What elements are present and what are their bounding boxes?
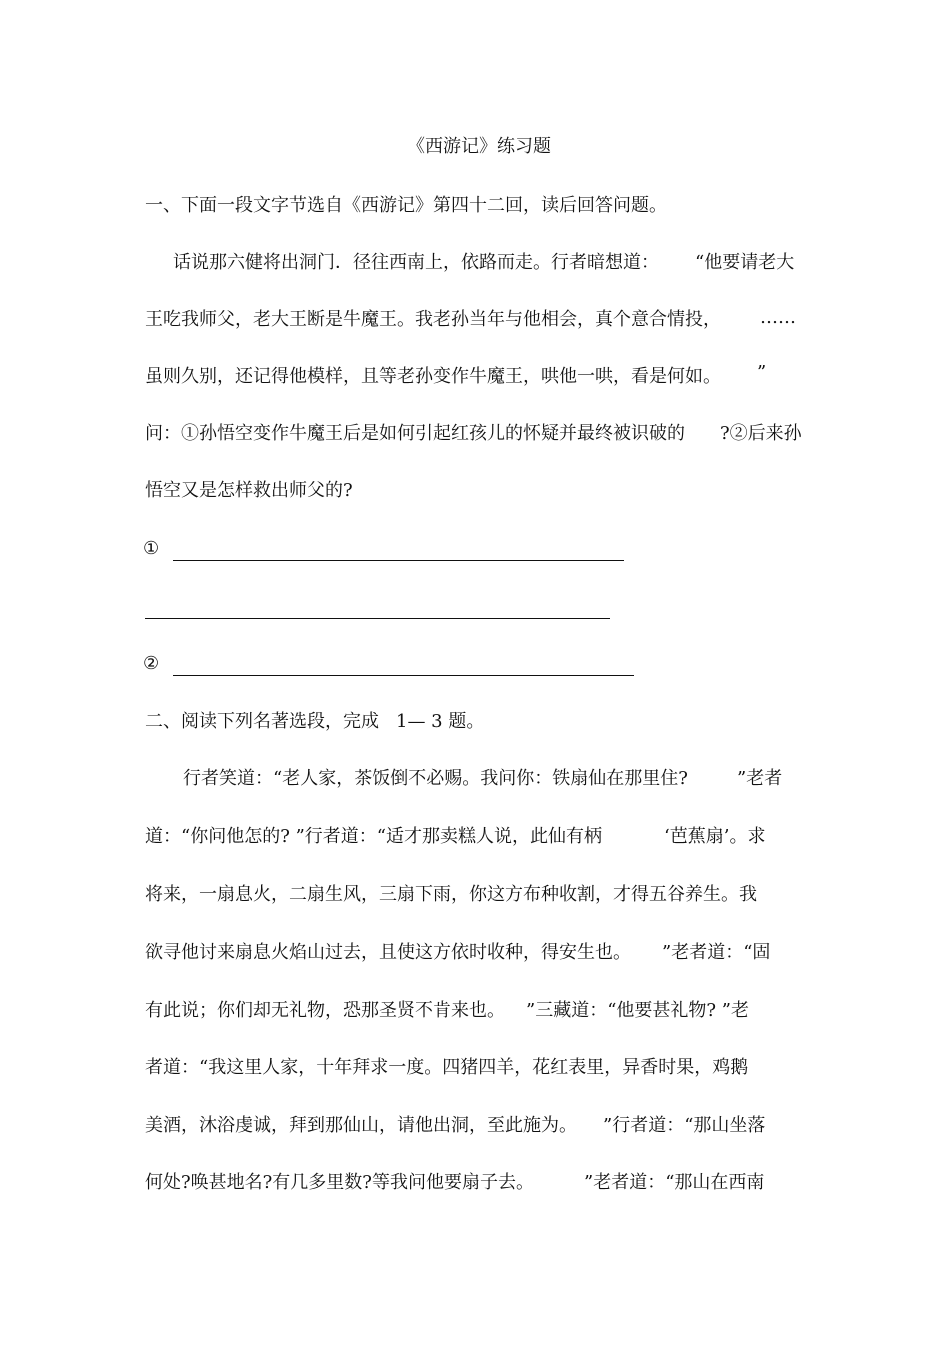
answer-1-continuation-line[interactable]: [145, 618, 610, 619]
section2-passage-line: 道：“你问他怎的? ”行者道：“适才那卖糕人说，此仙有柄: [145, 826, 602, 847]
section1-question-line: 悟空又是怎样救出师父的?: [145, 480, 353, 501]
section2-passage-line: 行者笑道：“老人家，茶饭倒不必赐。我问你：铁扇仙在那里住?: [183, 768, 688, 789]
section1-heading: 一、下面一段文字节选自《西游记》第四十二回，读后回答问题。: [145, 195, 667, 216]
section2-heading: 二、阅读下列名著选段，完成: [145, 711, 379, 732]
section2-passage-line: 何处?唤甚地名?有几多里数?等我问他要扇子去。: [145, 1172, 534, 1193]
section2-passage-line: 美酒，沐浴虔诚，拜到那仙山，请他出洞，至此施为。: [145, 1115, 577, 1136]
section1-question-line: ?②后来孙: [720, 423, 802, 444]
section1-passage-line: “他要请老大: [695, 252, 795, 273]
section2-passage-line: ‘芭蕉扇’。求: [664, 826, 766, 847]
section1-passage-line: 虽则久别，还记得他模样，且等老孙变作牛魔王，哄他一哄，看是何如。: [145, 366, 721, 387]
section2-passage-line: 欲寻他讨来扇息火焰山过去，且使这方依时收种，得安生也。: [145, 942, 631, 963]
section2-passage-line: ”三藏道：“他要甚礼物? ”老: [526, 1000, 749, 1021]
page-title: 《西游记》练习题: [407, 136, 551, 157]
section1-passage-line: 话说那六健将出洞门．径往西南上，依路而走。行者暗想道：: [173, 252, 659, 273]
answer-marker-1: ①: [143, 538, 160, 559]
section2-passage-line: 者道：“我这里人家，十年拜求一度。四猪四羊，花红表里，异香时果，鸡鹅: [145, 1057, 749, 1078]
answer-1-line[interactable]: [173, 560, 624, 561]
section2-passage-line: ”老者: [737, 768, 783, 789]
section2-passage-line: ”老者道：“固: [662, 942, 771, 963]
section1-passage-line: ”: [757, 362, 767, 383]
section1-passage-line: 王吃我师父，老大王断是牛魔王。我老孙当年与他相会，真个意合情投，: [145, 309, 721, 330]
answer-2-line[interactable]: [173, 675, 634, 676]
answer-marker-2: ②: [143, 653, 160, 674]
section2-passage-line: ”老者道：“那山在西南: [584, 1172, 765, 1193]
section1-question-line: 问：①孙悟空变作牛魔王后是如何引起红孩儿的怀疑并最终被识破的: [145, 423, 685, 444]
section2-heading-range: 1— 3 题。: [396, 711, 485, 732]
section1-passage-line: ……: [760, 307, 796, 328]
section2-passage-line: 将来，一扇息火，二扇生风，三扇下雨，你这方布种收割，才得五谷养生。我: [145, 884, 757, 905]
section2-passage-line: 有此说；你们却无礼物，恐那圣贤不肯来也。: [145, 1000, 505, 1021]
section2-passage-line: ”行者道：“那山坐落: [603, 1115, 766, 1136]
